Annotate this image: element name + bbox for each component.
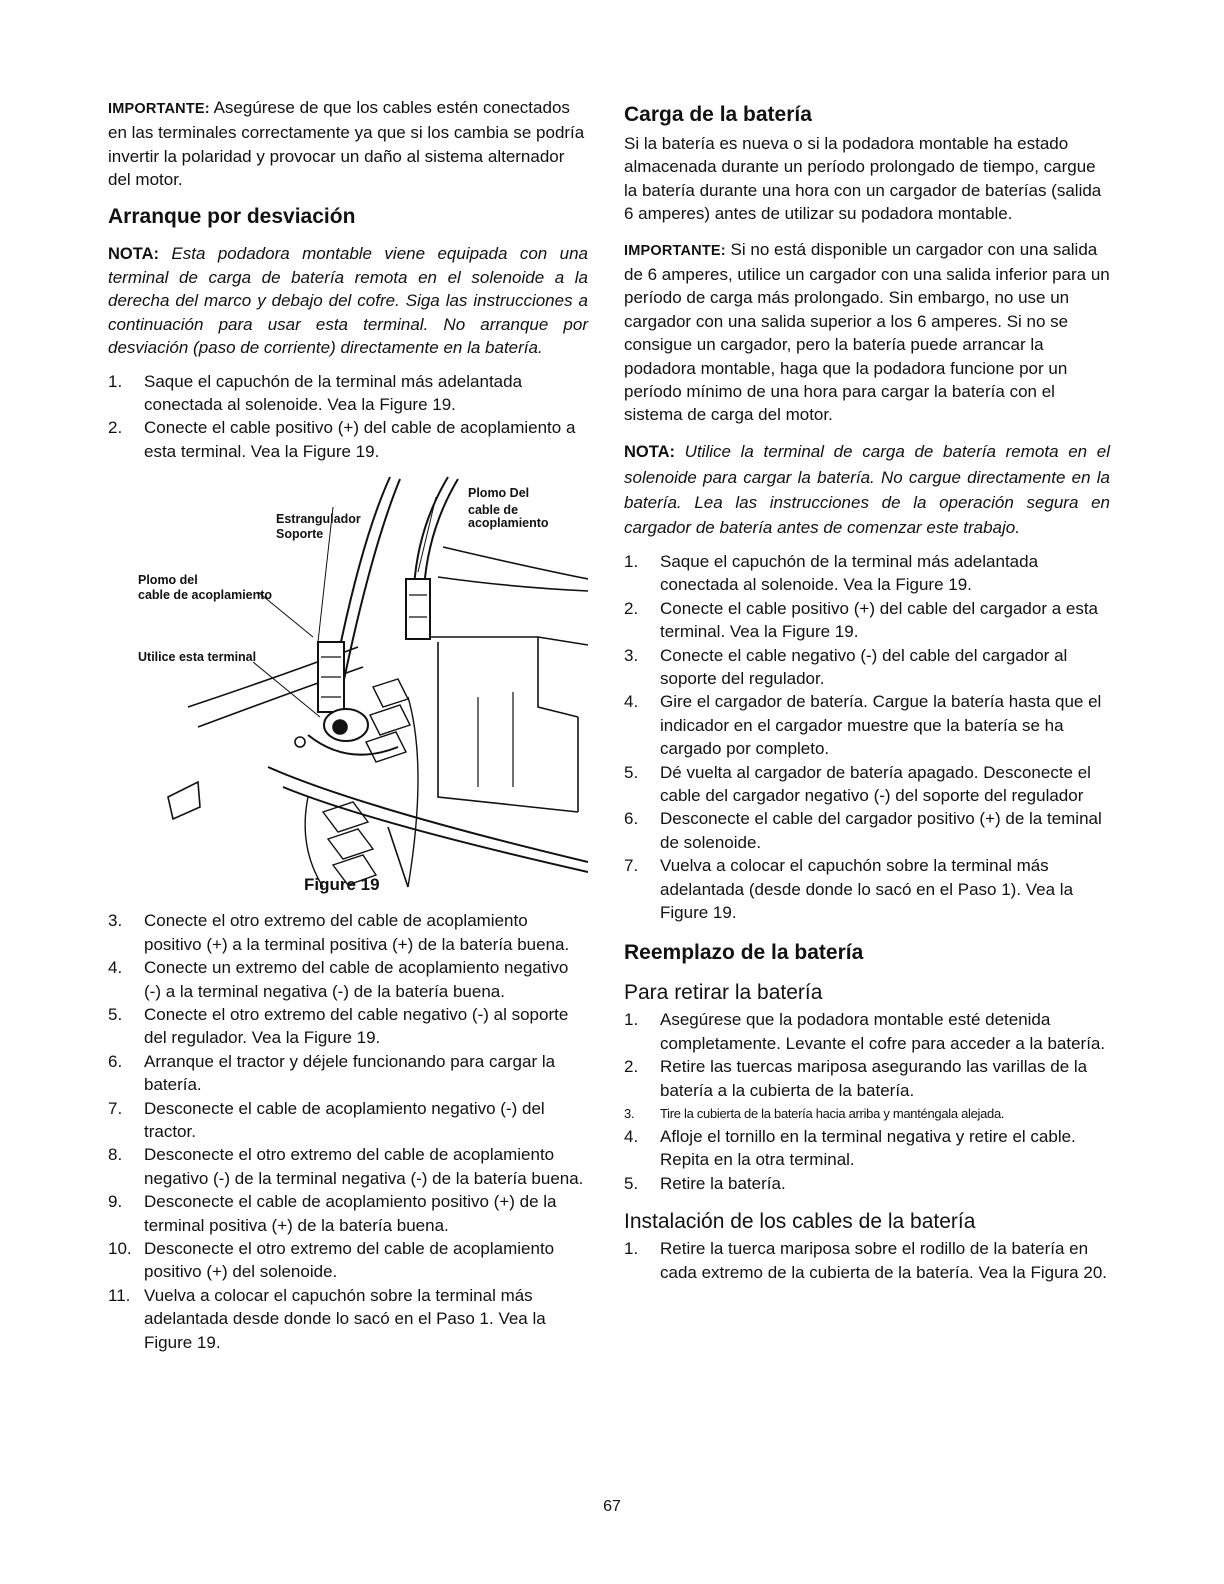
- list-item: [108, 1097, 588, 1144]
- list-item-text: Conecte un extremo del cable de acoplamiento negativo (-) a la terminal negativa (-) de la batería buena.: [144, 958, 569, 1001]
- list-item: [108, 909, 588, 956]
- list-item-text: Vuelva a colocar el capuchón sobre la terminal más adelantada desde donde lo sacó en el Paso 1. Vea la Figure 19.: [144, 1285, 546, 1352]
- list-item: [624, 550, 1110, 597]
- list-item-text: Conecte el cable positivo (+) del cable de acoplamiento a esta terminal. Vea la Figure 19.: [144, 418, 576, 461]
- heading-reemplazo: Reemplazo de la batería: [624, 941, 864, 965]
- list-item: [108, 1050, 588, 1097]
- list-item-text: Retire la batería.: [660, 1173, 786, 1193]
- figure-19: [108, 467, 588, 903]
- page-number: 67: [603, 1498, 621, 1515]
- figure-caption: Figure 19: [304, 875, 380, 895]
- list-item-number: 6.: [624, 809, 639, 829]
- list-item-text: Arranque el tractor y déjele funcionando para cargar la batería.: [144, 1051, 556, 1095]
- list-item-number: 4.: [624, 692, 639, 712]
- list-item-text: Dé vuelta al cargador de batería apagado. Desconecte el cable del cargador negativo (-) del soporte del regulador: [660, 762, 1091, 805]
- list-item-text: Conecte el otro extremo del cable negativo (-) al soporte del regulador. Vea la Figure 19.: [144, 1004, 569, 1048]
- list-item-number: 4.: [108, 958, 123, 978]
- list-item-number: 2.: [108, 418, 123, 438]
- steps-list-a: [108, 370, 588, 464]
- list-item-number: 5.: [624, 762, 639, 782]
- steps-list-charge: [624, 550, 1110, 925]
- heading-carga: Carga de la batería: [624, 103, 812, 126]
- list-item: [624, 1237, 1110, 1284]
- list-item-text: Desconecte el otro extremo del cable de acoplamiento positivo (+) del solenoide.: [144, 1238, 555, 1282]
- list-item: [108, 1190, 588, 1237]
- list-item-number: 1.: [108, 371, 123, 391]
- list-item: [624, 1102, 1110, 1125]
- list-item-text: Conecte el otro extremo del cable de acoplamiento positivo (+) a la terminal positiva (+) de la batería buena.: [144, 911, 570, 954]
- steps-list-install: [624, 1237, 1110, 1284]
- nota-label: NOTA:: [108, 244, 160, 263]
- list-item-text: Desconecte el cable de acoplamiento positivo (+) de la terminal positiva (+) de la batería buena.: [144, 1192, 557, 1235]
- importante-label: IMPORTANTE:: [108, 101, 210, 117]
- list-item-number: 8.: [108, 1145, 123, 1165]
- heading-arranque: Arranque por desviación: [108, 204, 356, 228]
- steps-list-b: [108, 909, 588, 1354]
- importante-paragraph-right: [624, 238, 1110, 427]
- list-item-number: 5.: [624, 1173, 639, 1193]
- list-item: [108, 1237, 588, 1284]
- nota-paragraph: [108, 242, 588, 360]
- list-item-text: Saque el capuchón de la terminal más adelantada conectada al solenoide. Vea la Figure 19.: [660, 551, 1039, 595]
- list-item: [624, 1125, 1110, 1172]
- left-column: [108, 96, 588, 1354]
- list-item: [624, 597, 1110, 644]
- list-item: [108, 1284, 588, 1354]
- list-item-text: Vuelva a colocar el capuchón sobre la terminal más adelantada (desde donde lo sacó en el Paso 1). Vea la Figure 19.: [660, 856, 1074, 922]
- list-item-number: 2.: [624, 598, 639, 618]
- list-item-number: 7.: [108, 1098, 123, 1118]
- list-item-number: 11.: [108, 1285, 131, 1305]
- list-item-text: Retire la tuerca mariposa sobre el rodillo de la batería en cada extremo de la cubierta de la batería. Vea la Figura 20.: [660, 1239, 1107, 1282]
- importante-text: Asegúrese de que los cables estén conectados en las terminales correctamente ya que si los cambia se podría invertir la polaridad y provocar un daño al sistema alternador del motor.: [108, 98, 585, 190]
- list-item-number: 5.: [108, 1004, 123, 1024]
- list-item: [624, 1055, 1110, 1102]
- label-utilice-terminal: Utilice esta terminal: [138, 650, 257, 665]
- list-item-text: Saque el capuchón de la terminal más adelantada conectada al solenoide. Vea la Figure 19.: [144, 371, 523, 415]
- list-item-text: Gire el cargador de batería. Cargue la batería hasta que el indicador en el cargador muestre que la batería se ha cargado por completo.: [660, 692, 1102, 759]
- list-item-text: Retire las tuercas mariposa asegurando las varillas de la batería a la cubierta de la batería.: [660, 1057, 1088, 1100]
- importante-text-right: Si no está disponible un cargador con una salida de 6 amperes, utilice un cargador con una salida inferior para un período de carga más prolongado. Sin embargo, no use un cargador con una salida superior a los 6 amperes. Si no se consigue un cargador, pero la batería puede arrancar la podadora montable, haga que la podadora funcione por un período mínimo de una hora para cargar la batería con el sistema de carga del motor.: [624, 239, 1110, 425]
- list-item: [108, 1003, 588, 1050]
- list-item-text: Asegúrese que la podadora montable esté detenida completamente. Levante el cofre para acceder a la batería.: [660, 1010, 1106, 1053]
- label-plomo-del-left: Plomo del: [138, 573, 198, 588]
- list-item-number: 1.: [624, 1239, 639, 1259]
- list-item-text: Tire la cubierta de la batería hacia arriba y manténgala alejada.: [660, 1106, 1005, 1121]
- list-item-number: 4.: [624, 1127, 639, 1146]
- list-item: [624, 761, 1110, 808]
- list-item: [624, 690, 1110, 760]
- list-item-number: 6.: [108, 1051, 123, 1071]
- nota-text-right: Utilice la terminal de carga de batería remota en el solenoide para cargar la batería. No cargue directamente en la batería. Lea las instrucciones de la operación segura en cargador de batería antes de comenzar este trabajo.: [624, 441, 1110, 537]
- list-item-number: 9.: [108, 1192, 123, 1212]
- label-plomo-del-top: Plomo Del: [468, 486, 530, 501]
- list-item-text: Desconecte el cable de acoplamiento negativo (-) del tractor.: [144, 1098, 545, 1141]
- list-item: [624, 807, 1110, 854]
- list-item-text: Desconecte el otro extremo del cable de acoplamiento negativo (-) de la terminal negativa (-) de la batería buena.: [144, 1145, 584, 1188]
- list-item-number: 2.: [624, 1057, 639, 1077]
- label-estrangulador: Estrangulador: [276, 512, 361, 527]
- list-item-number: 3.: [624, 645, 639, 665]
- importante-label-right: IMPORTANTE:: [624, 242, 726, 259]
- carga-intro: Si la batería es nueva o si la podadora montable ha estado almacenada durante un período prolongado de tiempo, cargue la batería durante una hora con un cargador de baterías (salida 6 amperes) antes de utilizar su podadora montable.: [624, 134, 1102, 224]
- nota-label-right: NOTA:: [624, 442, 676, 461]
- list-item-text: Conecte el cable negativo (-) del cable del cargador al soporte del regulador.: [660, 645, 1068, 688]
- list-item: [108, 416, 588, 463]
- list-item-text: Desconecte el cable del cargador positivo (+) de la teminal de solenoide.: [660, 809, 1102, 852]
- list-item: [108, 956, 588, 1003]
- right-column: [624, 96, 1110, 1284]
- label-acoplamiento: acoplamiento: [468, 516, 549, 531]
- list-item-number: 10.: [108, 1238, 132, 1258]
- list-item: [624, 1172, 1110, 1195]
- label-cable-de: cable de: [468, 503, 519, 518]
- list-item-number: 3.: [624, 1106, 635, 1121]
- importante-paragraph: [108, 96, 588, 192]
- figure-19-illustration: [108, 467, 588, 903]
- label-cable-de-acoplamiento: cable de acoplamiento: [138, 588, 273, 603]
- list-item-number: 1.: [624, 1010, 639, 1030]
- label-soporte: Soporte: [276, 527, 324, 542]
- subheading-retirar: Para retirar la batería: [624, 981, 823, 1005]
- nota-text: Esta podadora montable viene equipada con una terminal de carga de batería remota en el solenoide a la derecha del marco y debajo del cofre. Siga las instrucciones a continuación para usar esta terminal. No arranque por desviación (paso de corriente) directamente en la batería.: [108, 243, 588, 358]
- list-item: [108, 1143, 588, 1190]
- list-item: [624, 644, 1110, 691]
- list-item-number: 1.: [624, 551, 639, 571]
- list-item: [108, 370, 588, 417]
- nota-paragraph-right: [624, 439, 1110, 540]
- list-item-number: 3.: [108, 911, 123, 931]
- list-item-number: 7.: [624, 856, 639, 876]
- steps-list-remove: [624, 1008, 1110, 1195]
- subheading-instalacion: Instalación de los cables de la batería: [624, 1210, 976, 1234]
- list-item-text: Afloje el tornillo en la terminal negativa y retire el cable. Repita en la otra terminal.: [660, 1127, 1076, 1170]
- list-item: [624, 1008, 1110, 1055]
- list-item: [624, 854, 1110, 924]
- list-item-text: Conecte el cable positivo (+) del cable del cargador a esta terminal. Vea la Figure 19.: [660, 598, 1099, 642]
